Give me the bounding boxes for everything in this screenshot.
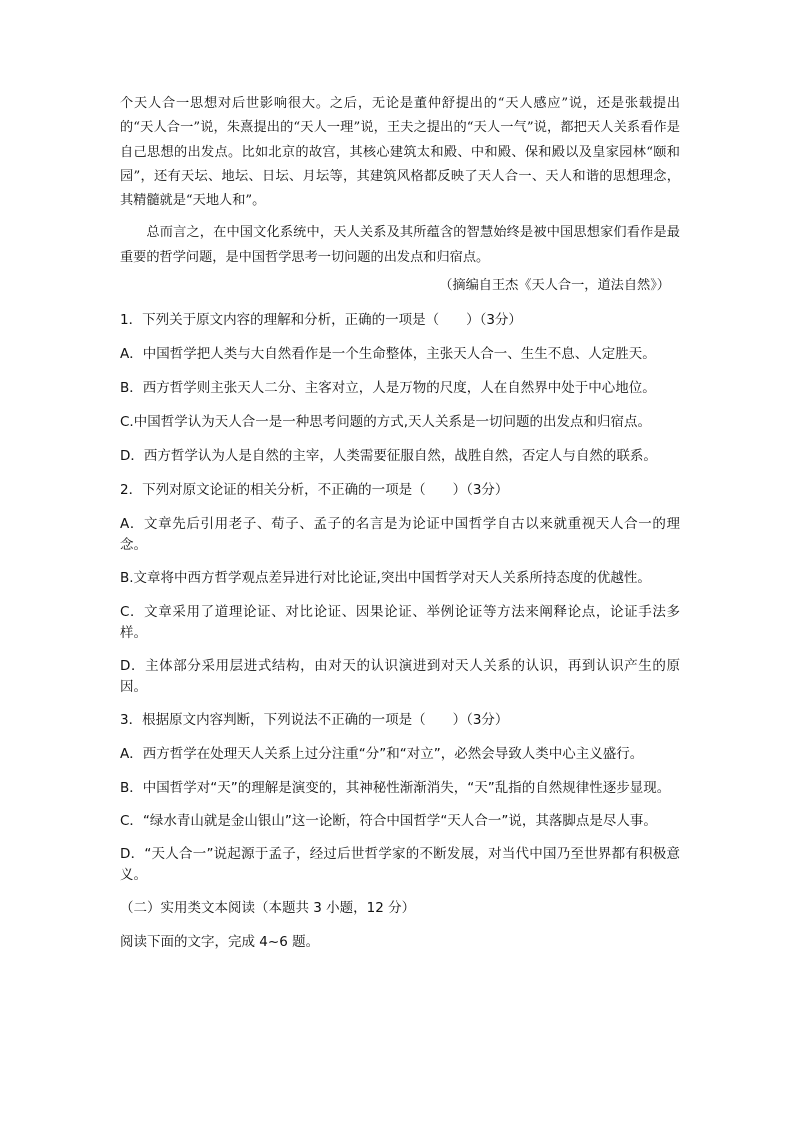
question-1-option-d: D．西方哲学认为人是自然的主宰，人类需要征服自然，战胜自然，否定人与自然的联系。 bbox=[120, 448, 657, 465]
question-2-stem: 2．下列对原文论证的相关分析，不正确的一项是（ ）（3分） bbox=[120, 482, 509, 499]
question-3-option-b: B．中国哲学对“天”的理解是演变的，其神秘性渐渐消失，“天”乱指的自然规律性逐步显现。 bbox=[120, 780, 671, 797]
passage-paragraph-2: 总而言之，在中国文化系统中，天人关系及其所蕴含的智慧始终是被中国思想家们看作是最重要的哲学问题，是中国哲学思考一切问题的出发点和归宿点。 bbox=[120, 225, 680, 265]
passage-source: （摘编自王杰《天人合一，道法自然》） bbox=[439, 278, 670, 294]
passage-paragraph-1: 个天人合一思想对后世影响很大。之后，无论是董仲舒提出的“天人感应”说，还是张载提出的“天人合一”说，朱熹提出的“天人一理”说，王夫之提出的“天人一气”说，都把天人关系看作是自己思想的出发点。比如北京的故宫，其核心建筑太和殿、中和殿、保和殿以及皇家园林“颐和园”，还有天坛、地坛、日坛、月坛等，其建筑风格都反映了天人合一、天人和谐的思想理念，其精髓就是“天地人和”。 bbox=[120, 96, 680, 209]
question-1-stem: 1．下列关于原文内容的理解和分析，正确的一项是（ ）（3分） bbox=[120, 312, 522, 329]
section-2-instruction: 阅读下面的文字，完成 4~6 题。 bbox=[120, 934, 320, 951]
reading-passage bbox=[120, 92, 680, 298]
question-1-option-c: C.中国哲学认为天人合一是一种思考问题的方式,天人关系是一切问题的出发点和归宿点。 bbox=[120, 414, 652, 431]
question-2-option-b: B.文章将中西方哲学观点差异进行对比论证,突出中国哲学对天人关系所持态度的优越性。 bbox=[120, 570, 651, 587]
question-2-option-d: D．主体部分采用层进式结构，由对天的认识演进到对天人关系的认识，再到认识产生的原因。 bbox=[120, 658, 680, 696]
question-2-option-c: C．文章采用了道理论证、对比论证、因果论证、举例论证等方法来阐释论点，论证手法多样。 bbox=[120, 604, 680, 642]
question-3-option-a: A．西方哲学在处理天人关系上过分注重“分”和“对立”，必然会导致人类中心主义盛行。 bbox=[120, 746, 644, 763]
document-page bbox=[120, 92, 680, 966]
question-3-option-c: C．“绿水青山就是金山银山”这一论断，符合中国哲学“天人合一”说，其落脚点是尽人事。 bbox=[120, 813, 657, 830]
question-3-stem: 3．根据原文内容判断，下列说法不正确的一项是（ ）（3分） bbox=[120, 712, 509, 729]
question-block bbox=[120, 310, 680, 953]
question-1-option-a: A．中国哲学把人类与大自然看作是一个生命整体，主张天人合一、生生不息、人定胜天。 bbox=[120, 346, 656, 363]
question-3-option-d: D．“天人合一”说起源于孟子，经过后世哲学家的不断发展，对当代中国乃至世界都有积极意义。 bbox=[120, 846, 680, 884]
question-2-option-a: A．文章先后引用老子、荀子、孟子的名言是为论证中国哲学自古以来就重视天人合一的理念。 bbox=[120, 516, 680, 554]
section-2-title: （二）实用类文本阅读（本题共 3 小题，12 分） bbox=[120, 900, 416, 917]
question-1-option-b: B．西方哲学则主张天人二分、主客对立，人是万物的尺度，人在自然界中处于中心地位。 bbox=[120, 380, 656, 397]
